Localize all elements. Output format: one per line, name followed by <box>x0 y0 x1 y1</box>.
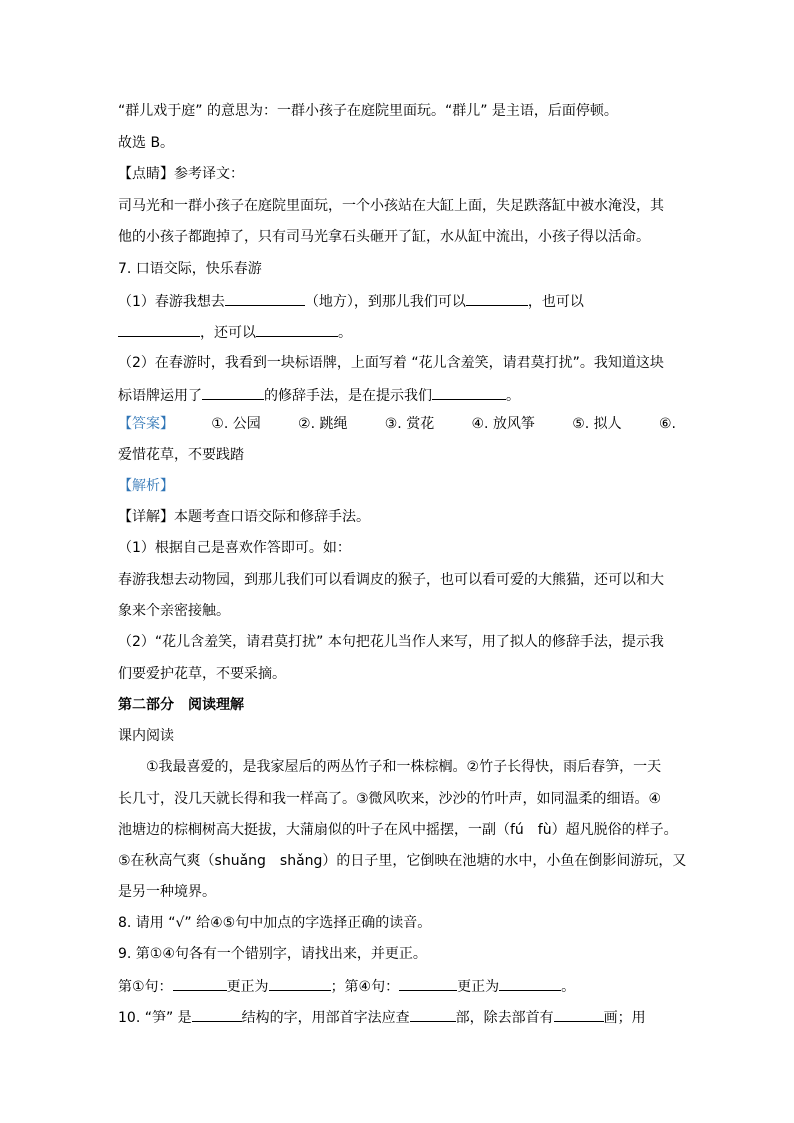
blank[interactable] <box>225 290 305 306</box>
reading-passage-line: ①我最喜爱的，是我家屋后的两丛竹子和一株棕榈。②竹子长得快，雨后春笋，一天 <box>146 759 662 775</box>
text: 的修辞手法，是在提示我们 <box>264 388 432 404</box>
text: （1）春游我想去 <box>118 294 225 310</box>
reading-passage-line: ⑤在秋高气爽（shuǎng shǎng）的日子里，它倒映在池塘的水中，小鱼在倒影间游玩，又 <box>118 853 687 869</box>
question-9-title: 9. 第①④句各有一个错别字，请找出来，并更正。 <box>118 946 427 962</box>
text: 画；用 <box>603 1010 646 1026</box>
blank[interactable] <box>269 975 331 991</box>
text: 。 <box>506 388 520 404</box>
answer-item: ②. 跳绳 <box>298 416 348 432</box>
question-7-part-2-cont <box>118 384 676 406</box>
analysis-label: 【解析】 <box>118 478 174 494</box>
answer-label: 【答案】 <box>118 416 174 432</box>
answer-item: ⑥. <box>658 416 676 432</box>
blank[interactable] <box>554 1006 604 1022</box>
question-7-part-1-cont <box>118 321 676 343</box>
subsection-heading: 课内阅读 <box>118 728 174 744</box>
text: 第①句： <box>118 979 173 995</box>
reading-passage-line: 是另一种境界。 <box>118 884 216 900</box>
text-line: 春游我想去动物园，到那儿我们可以看调皮的猴子，也可以看可爱的大熊猫，还可以和大 <box>118 572 664 588</box>
blank[interactable] <box>256 321 338 337</box>
text-line: 们要爱护花草，不要采摘。 <box>118 666 286 682</box>
text-line: （1）根据自己是喜欢作答即可。如： <box>118 540 351 556</box>
text: ，也可以 <box>527 294 584 310</box>
question-10 <box>118 1006 676 1028</box>
text-line: 象来个亲密接触。 <box>118 603 230 619</box>
answer-item: ③. 赏花 <box>384 416 435 432</box>
text-line: 司马光和一群小孩子在庭院里面玩，一个小孩站在大缸上面，失足跌落缸中被水淹没，其 <box>118 198 664 214</box>
text-line: （2）“花儿含羞笑，请君莫打扰” 本句把花儿当作人来写，用了拟人的修辞手法，提示我 <box>118 634 664 650</box>
reading-passage-line: 长几寸，没几天就长得和我一样高了。③微风吹来，沙沙的竹叶声，如同温柔的细语。④ <box>118 791 662 807</box>
text: ，还可以 <box>200 325 256 341</box>
question-7-part-2: （2）在春游时，我看到一块标语牌，上面写着 “花儿含羞笑，请君莫打扰”。我知道这块 <box>118 355 664 371</box>
blank[interactable] <box>499 975 561 991</box>
text-line: 故选 B。 <box>118 135 175 151</box>
text-line: “群儿戏于庭” 的意思为：一群小孩子在庭院里面玩。“群儿” 是主语，后面停顿。 <box>118 103 618 119</box>
blank[interactable] <box>118 321 200 337</box>
answer-cont: 爱惜花草，不要践踏 <box>118 447 244 463</box>
text: 标语牌运用了 <box>118 388 202 404</box>
question-8: 8. 请用 “√” 给④⑤句中加点的字选择正确的读音。 <box>118 915 432 931</box>
blank[interactable] <box>202 384 264 400</box>
answer-line <box>118 414 676 434</box>
text: 更正为 <box>226 979 269 995</box>
question-7-part-1 <box>118 290 676 312</box>
text: 。 <box>561 979 576 995</box>
question-7-title: 7. 口语交际，快乐春游 <box>118 261 262 277</box>
text: 10. “笋” 是 <box>118 1010 192 1026</box>
text: 更正为 <box>457 979 500 995</box>
blank[interactable] <box>410 1006 456 1022</box>
text: ；第④句： <box>330 979 400 995</box>
answer-item: ④. 放风筝 <box>471 416 535 432</box>
text-line: 他的小孩子都跑掉了，只有司马光拿石头砸开了缸，水从缸中流出，小孩子得以活命。 <box>118 229 650 245</box>
blank[interactable] <box>173 975 227 991</box>
reading-passage-line: 池塘边的棕榈树高大挺拔，大蒲扇似的叶子在风中摇摆，一副（fú fù）超凡脱俗的样子。 <box>118 822 678 838</box>
answer-item: ⑤. 拟人 <box>572 416 622 432</box>
text: 。 <box>338 325 352 341</box>
text: （地方），到那儿我们可以 <box>304 294 466 310</box>
answer-item: ①. 公园 <box>211 416 261 432</box>
blank[interactable] <box>399 975 457 991</box>
text: 结构的字，用部首字法应查 <box>241 1010 410 1026</box>
text-line: 【详解】本题考查口语交际和修辞手法。 <box>118 509 370 525</box>
text: 部，除去部首有 <box>455 1010 554 1026</box>
blank[interactable] <box>192 1006 242 1022</box>
question-9-blanks <box>118 975 676 997</box>
blank[interactable] <box>466 290 528 306</box>
blank[interactable] <box>432 384 506 400</box>
dianjing-heading: 【点睛】参考译文： <box>118 166 244 182</box>
section-heading: 第二部分 阅读理解 <box>118 697 244 713</box>
